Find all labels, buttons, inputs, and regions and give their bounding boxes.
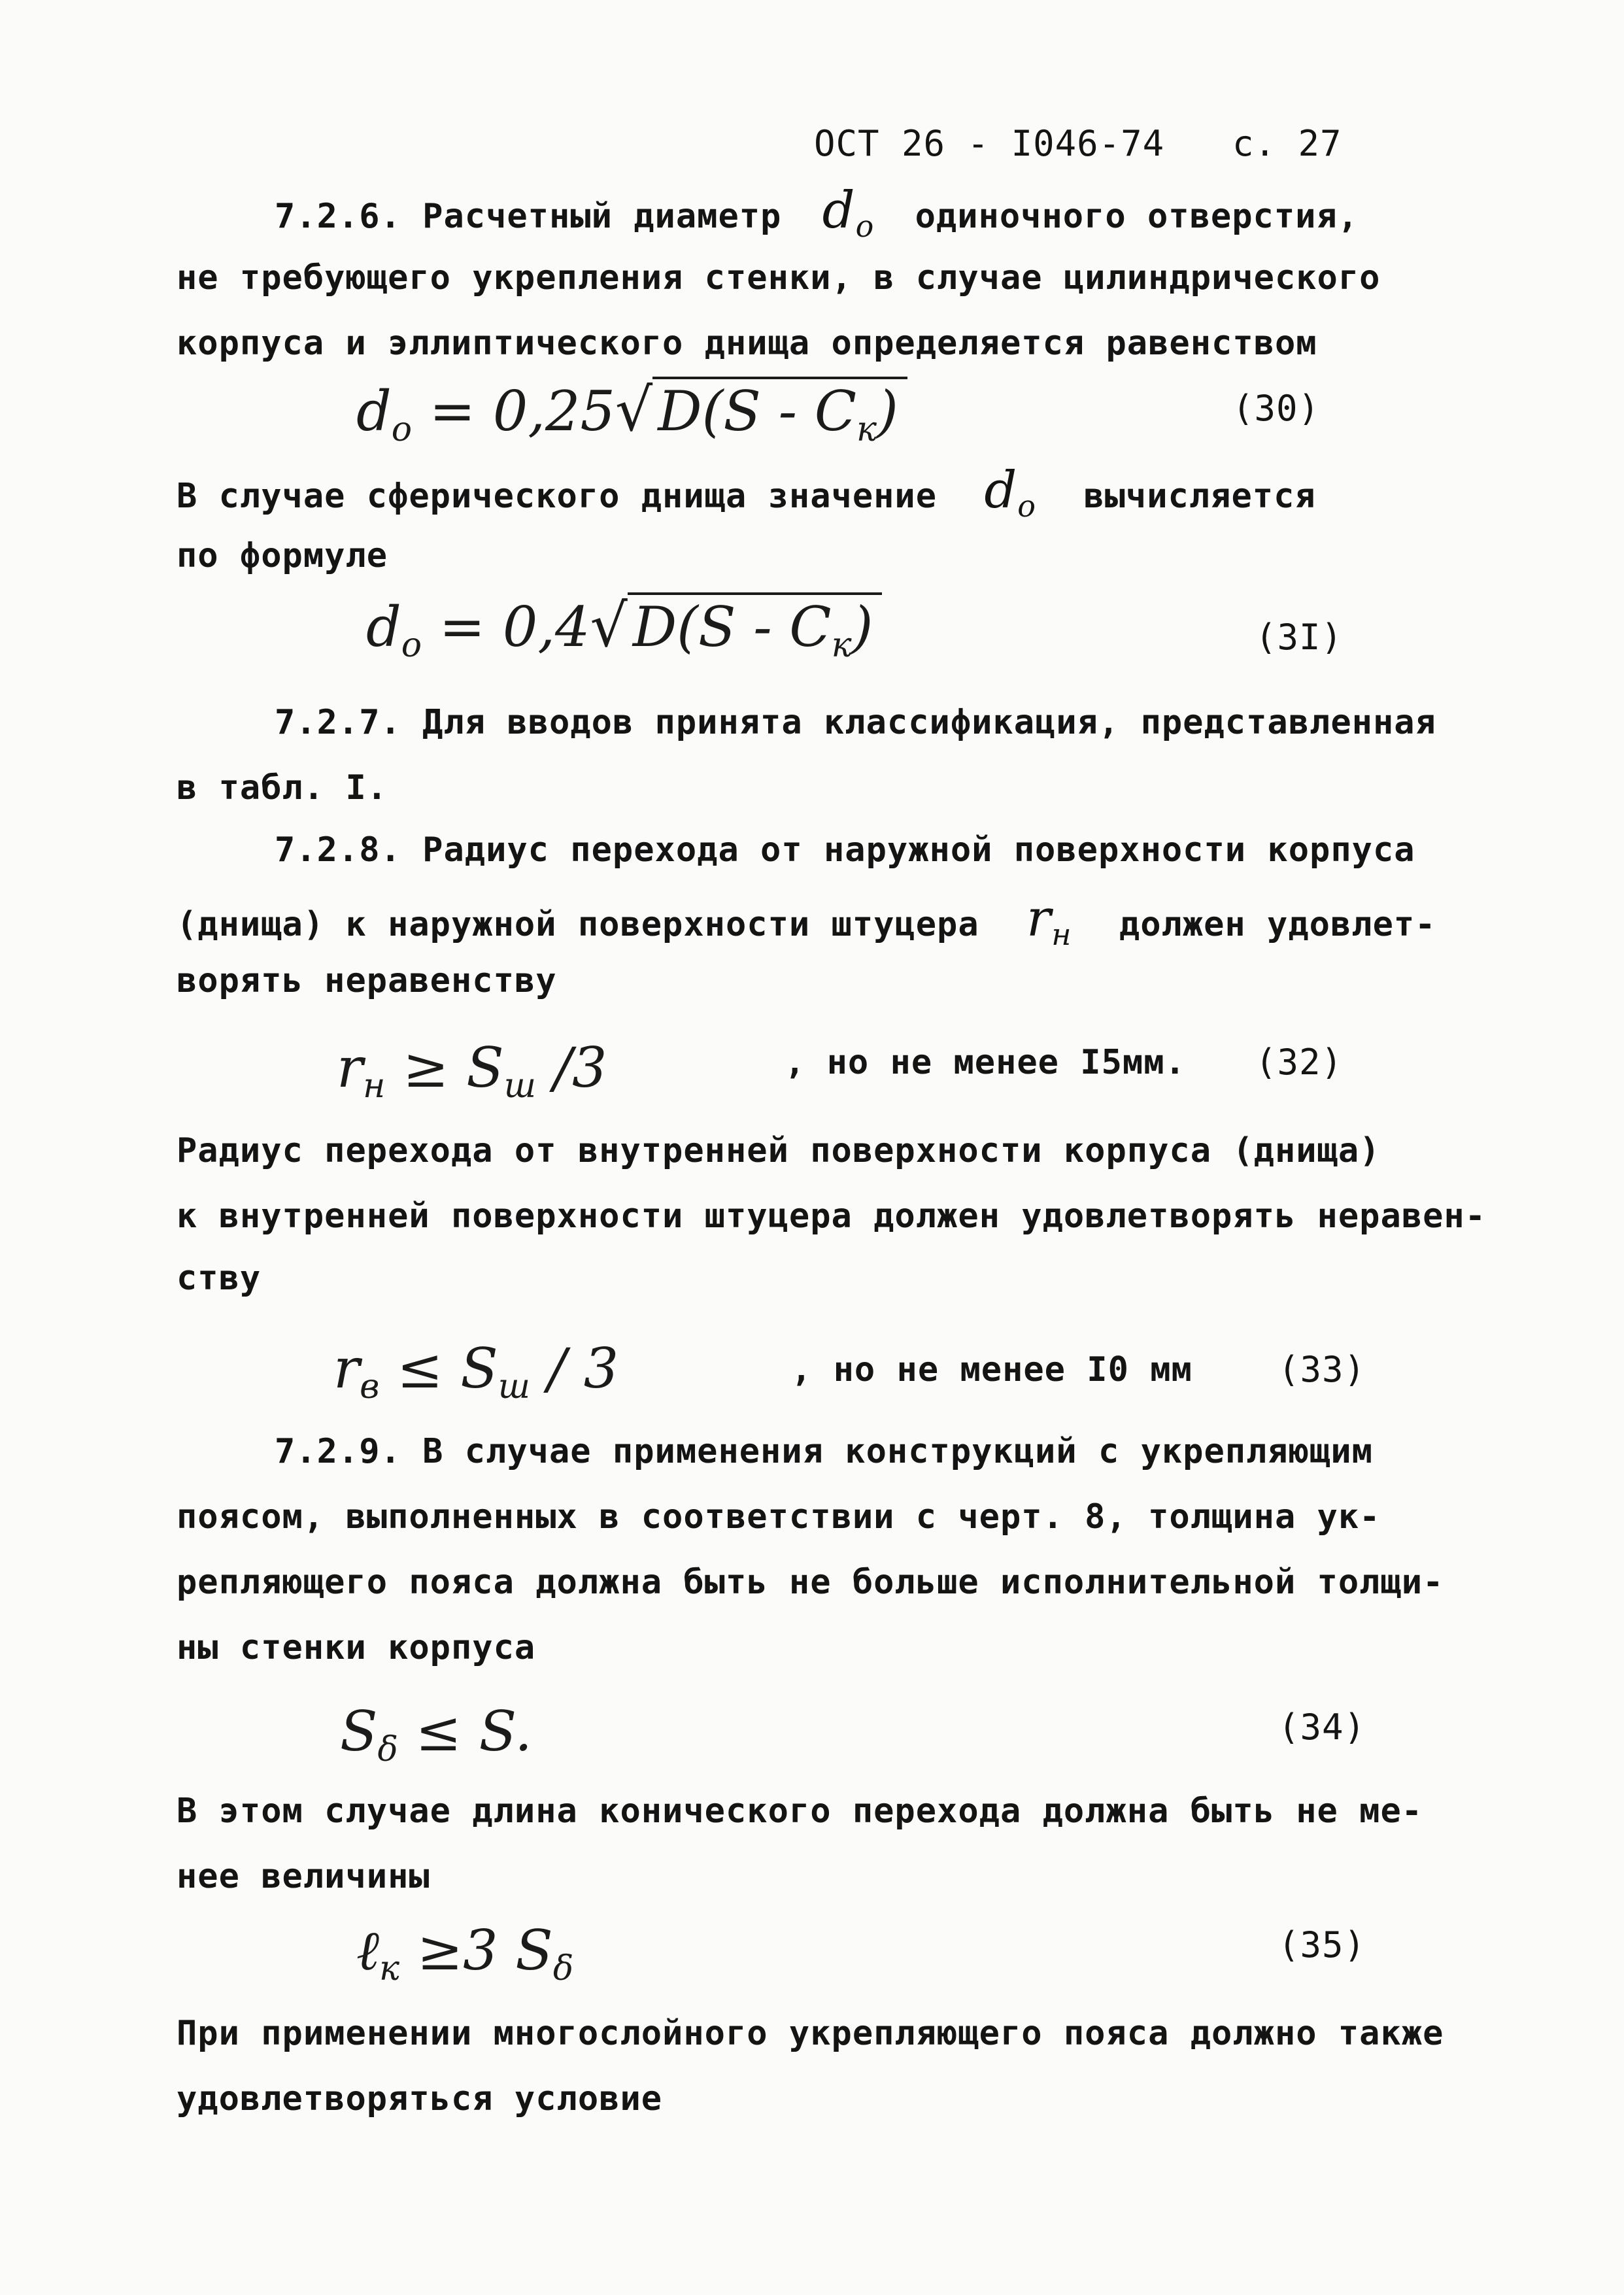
paragraph-7-2-6-line-1 — [275, 181, 1359, 246]
inner-radius-line-2 — [177, 1197, 1486, 1236]
text-segment: вычисляется — [1083, 477, 1316, 516]
equation-32-formula — [337, 1036, 607, 1117]
eq-sub: в — [360, 1367, 380, 1406]
eq-symbol: S — [340, 1699, 378, 1763]
paragraph-7-2-8-line-3: ворять неравенству — [177, 961, 557, 1000]
radicand — [652, 377, 907, 449]
paragraph-7-2-8-line-2 — [177, 889, 1436, 954]
equation-number-33: (33) — [1278, 1349, 1366, 1390]
eq-part: /3 — [536, 1036, 607, 1100]
text-segment: В случае сферического днища значение — [177, 477, 938, 516]
equation-33-note: , но не менее I0 мм — [791, 1350, 1193, 1389]
paragraph-7-2-8-line-1: 7.2.8. Радиус перехода от наружной поверхности корпуса — [275, 830, 1415, 870]
multilayer-line-1: При применении многослойного укрепляющего пояса должно также — [177, 2014, 1444, 2053]
eq-coefficient: = 0,25 — [429, 379, 615, 443]
symbol-d-zero — [822, 181, 875, 244]
paragraph-7-2-7-line-2: в табл. I. — [177, 768, 388, 808]
equation-number-31: (3I) — [1255, 617, 1344, 658]
equation-35-formula — [356, 1919, 573, 2000]
symbol-letter: r — [1026, 889, 1052, 948]
equation-31 — [366, 592, 882, 677]
eq-part: ≤ S — [379, 1336, 498, 1401]
eq-sub: ш — [503, 1066, 537, 1106]
radicand-text: D(S - C — [658, 379, 857, 443]
symbol-r-n — [1026, 889, 1072, 952]
paragraph-7-2-9-line-2: поясом, выполненных в соответствии с черт. 8, толщина ук- — [177, 1497, 1381, 1537]
eq-sub: ш — [498, 1367, 531, 1406]
sphere-line-2: по формуле — [177, 536, 388, 575]
text-segment: 7.2.6. Расчетный диаметр — [275, 197, 782, 236]
equation-32-note: , но не менее I5мм. — [785, 1043, 1186, 1082]
paragraph-7-2-6-line-3: корпуса и эллиптического днища определяется равенством — [177, 324, 1317, 363]
eq-part: ≥ S — [385, 1036, 504, 1100]
paragraph-7-2-7-line-1: 7.2.7. Для вводов принята классификация, представленная — [275, 703, 1436, 742]
eq-sub: н — [363, 1066, 386, 1106]
eq-part: / 3 — [530, 1336, 619, 1401]
equation-34-formula — [340, 1700, 532, 1781]
symbol-subscript: o — [1017, 488, 1036, 524]
radicand-end: ) — [877, 379, 898, 443]
multilayer-line-2: удовлетворяться условие — [177, 2079, 663, 2118]
equation-30 — [356, 376, 907, 461]
paragraph-7-2-9-line-3: репляющего пояса должна быть не больше исполнительной толщи- — [177, 1563, 1444, 1602]
document-code: ОСТ 26 - I046-74 — [814, 123, 1165, 164]
text-segment: к внутренней поверхности штуцера должен удовлетворять нераве — [177, 1197, 1444, 1236]
symbol-subscript: o — [855, 209, 875, 244]
eq-symbol: r — [333, 1336, 360, 1401]
eq-part: ≤ S. — [398, 1699, 532, 1763]
conic-line-1: В этом случае длина конического перехода должна быть не ме- — [177, 1792, 1423, 1831]
eq-sub: δ — [377, 1730, 398, 1769]
conic-line-2: нее величины — [177, 1857, 430, 1896]
eq-symbol: ℓ — [356, 1918, 379, 1982]
eq-part: ≥3 S — [399, 1918, 553, 1982]
eq-lhs-sub: o — [391, 410, 413, 449]
inner-radius-line-3: ству — [177, 1259, 262, 1298]
eq-sub: δ — [552, 1949, 574, 1988]
page-number: с. 27 — [1232, 123, 1342, 164]
eq-symbol: r — [337, 1036, 364, 1100]
radicand-text: D(S - C — [632, 595, 832, 659]
symbol-subscript: н — [1051, 917, 1072, 952]
symbol-d-zero — [984, 461, 1036, 524]
equation-number-35: (35) — [1278, 1924, 1366, 1965]
sphere-line-1 — [177, 461, 1316, 526]
eq-lhs-sub: o — [401, 626, 422, 665]
symbol-letter: d — [822, 181, 856, 240]
eq-coefficient: = 0,4 — [439, 595, 590, 659]
text-segment: (днища) к наружной поверхности штуцера — [177, 905, 979, 944]
text-segment: должен удовлет- — [1119, 905, 1436, 944]
paragraph-7-2-9-line-1: 7.2.9. В случае применения конструкций с укрепляющим — [275, 1432, 1373, 1471]
inner-radius-line-1: Радиус перехода от внутренней поверхности корпуса (днища) — [177, 1131, 1381, 1170]
radicand-sub: к — [831, 626, 852, 665]
radical-icon: √ — [615, 376, 653, 445]
radical-icon: √ — [590, 592, 628, 660]
equation-number-32: (32) — [1255, 1042, 1344, 1083]
radicand — [628, 592, 883, 665]
equation-number-30: (30) — [1232, 388, 1321, 429]
paragraph-7-2-6-line-2: не требующего укрепления стенки, в случае цилиндрического — [177, 258, 1381, 298]
eq-sub: к — [379, 1949, 400, 1988]
equation-33-formula — [333, 1337, 618, 1418]
symbol-letter: d — [984, 461, 1018, 520]
eq-lhs: d — [356, 379, 392, 443]
radicand-sub: к — [856, 410, 877, 449]
text-segment: н- — [1444, 1197, 1487, 1236]
text-segment: одиночного отверстия, — [915, 197, 1359, 236]
equation-number-34: (34) — [1278, 1707, 1366, 1748]
eq-lhs: d — [366, 595, 401, 659]
radicand-end: ) — [851, 595, 873, 659]
paragraph-7-2-9-line-4: ны стенки корпуса — [177, 1628, 536, 1667]
